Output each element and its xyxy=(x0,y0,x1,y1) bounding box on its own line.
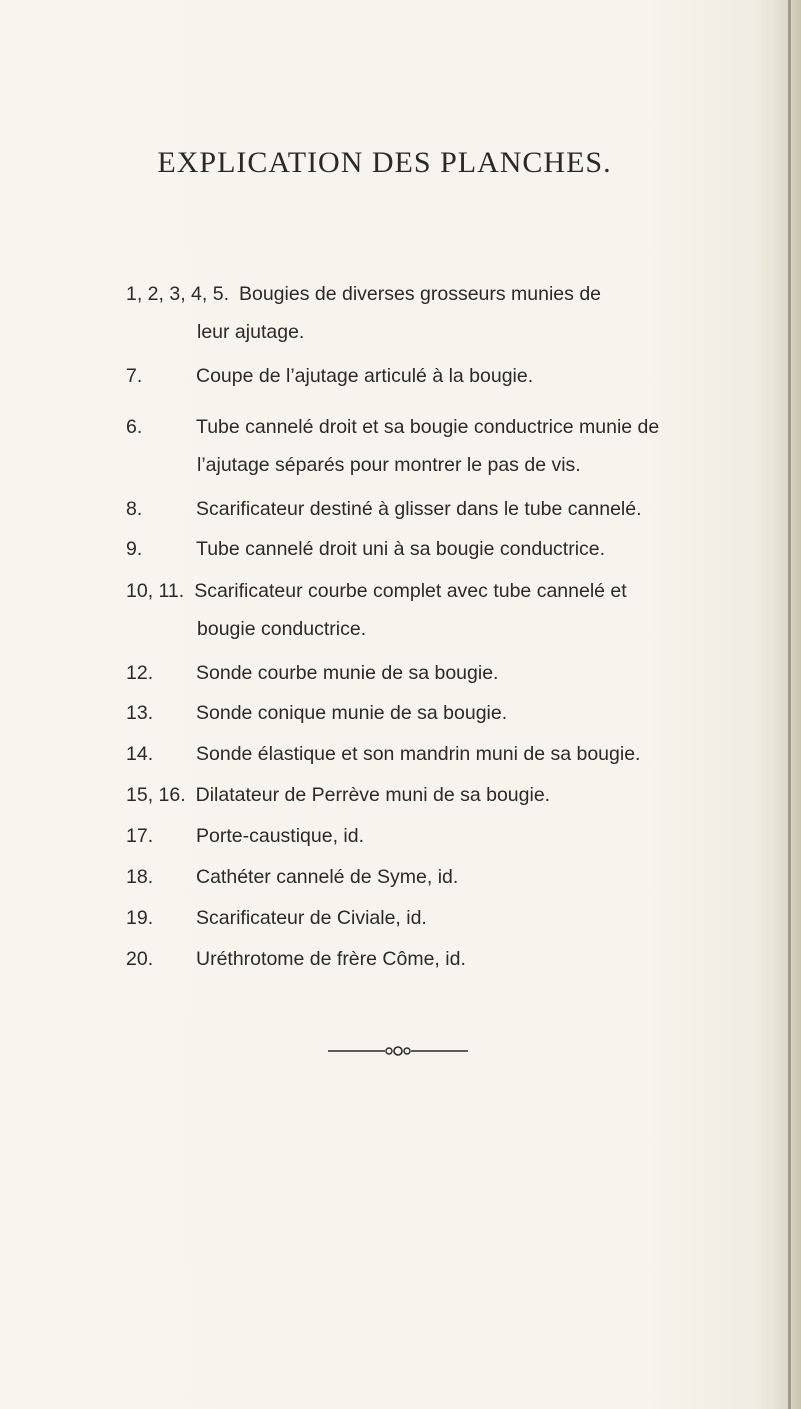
entry-text: Sonde élastique et son mandrin muni de sa bougie. xyxy=(196,743,641,765)
entry-text: Scarificateur destiné à glisser dans le tube cannelé. xyxy=(196,498,642,520)
entry-text: Porte-caustique, id. xyxy=(196,825,365,847)
entry-11 xyxy=(126,827,364,847)
entry-number: 10, 11. xyxy=(126,580,185,602)
entry-12 xyxy=(126,868,458,888)
entry-13 xyxy=(126,909,427,929)
entry-number: 8. xyxy=(126,498,143,520)
entry-7 xyxy=(126,664,498,684)
entry-8 xyxy=(126,704,507,724)
entry-text: Scarificateur de Civiale, id. xyxy=(196,907,427,929)
entry-1 xyxy=(126,285,601,305)
entry-number: 13. xyxy=(126,702,154,724)
entry-14 xyxy=(126,950,466,970)
entry-number: 6. xyxy=(126,416,143,438)
entry-text: Tube cannelé droit et sa bougie conductrice munie de xyxy=(196,416,660,438)
ornament-ring-left xyxy=(386,1048,392,1054)
entry-1-continuation: leur ajutage. xyxy=(197,321,305,343)
entry-text: Cathéter cannelé de Syme, id. xyxy=(196,866,459,888)
entry-4 xyxy=(126,500,642,520)
entry-number: 20. xyxy=(126,948,154,970)
entry-9 xyxy=(126,745,640,765)
entry-text: Sonde conique munie de sa bougie. xyxy=(196,702,508,724)
entry-3 xyxy=(126,418,659,438)
entry-number: 15, 16. xyxy=(126,784,186,806)
entry-6-continuation: bougie conductrice. xyxy=(197,618,367,640)
entry-text: Tube cannelé droit uni à sa bougie conductrice. xyxy=(196,538,606,560)
entry-10 xyxy=(126,786,550,806)
entry-text: Sonde courbe munie de sa bougie. xyxy=(196,662,499,684)
entry-number: 9. xyxy=(126,538,143,560)
entry-number: 17. xyxy=(126,825,154,847)
entry-6 xyxy=(126,582,627,602)
entry-number: 1, 2, 3, 4, 5. xyxy=(126,283,229,305)
entry-number: 7. xyxy=(126,365,143,387)
entry-5 xyxy=(126,540,605,560)
entry-text: Bougies de diverses grosseurs munies de xyxy=(238,283,602,305)
entry-2 xyxy=(126,367,533,387)
entry-text: Dilatateur de Perrève muni de sa bougie. xyxy=(195,784,551,806)
entry-text: Uréthrotome de frère Côme, id. xyxy=(196,948,466,970)
entry-number: 14. xyxy=(126,743,154,765)
entry-number: 19. xyxy=(126,907,154,929)
ornament-ring-center xyxy=(394,1047,402,1055)
entry-number: 12. xyxy=(126,662,154,684)
ornament-divider xyxy=(328,1045,468,1057)
page-edge-line xyxy=(788,0,791,1409)
ornament-ring-right xyxy=(404,1048,410,1054)
entry-3-continuation: l’ajutage séparés pour montrer le pas de vis. xyxy=(197,454,581,476)
page-edge-shadow xyxy=(755,0,801,1409)
page-title: EXPLICATION DES PLANCHES. xyxy=(157,146,612,179)
entry-text: Coupe de l’ajutage articulé à la bougie. xyxy=(196,365,534,387)
entry-text: Scarificateur courbe complet avec tube cannelé et xyxy=(194,580,627,602)
entry-number: 18. xyxy=(126,866,154,888)
